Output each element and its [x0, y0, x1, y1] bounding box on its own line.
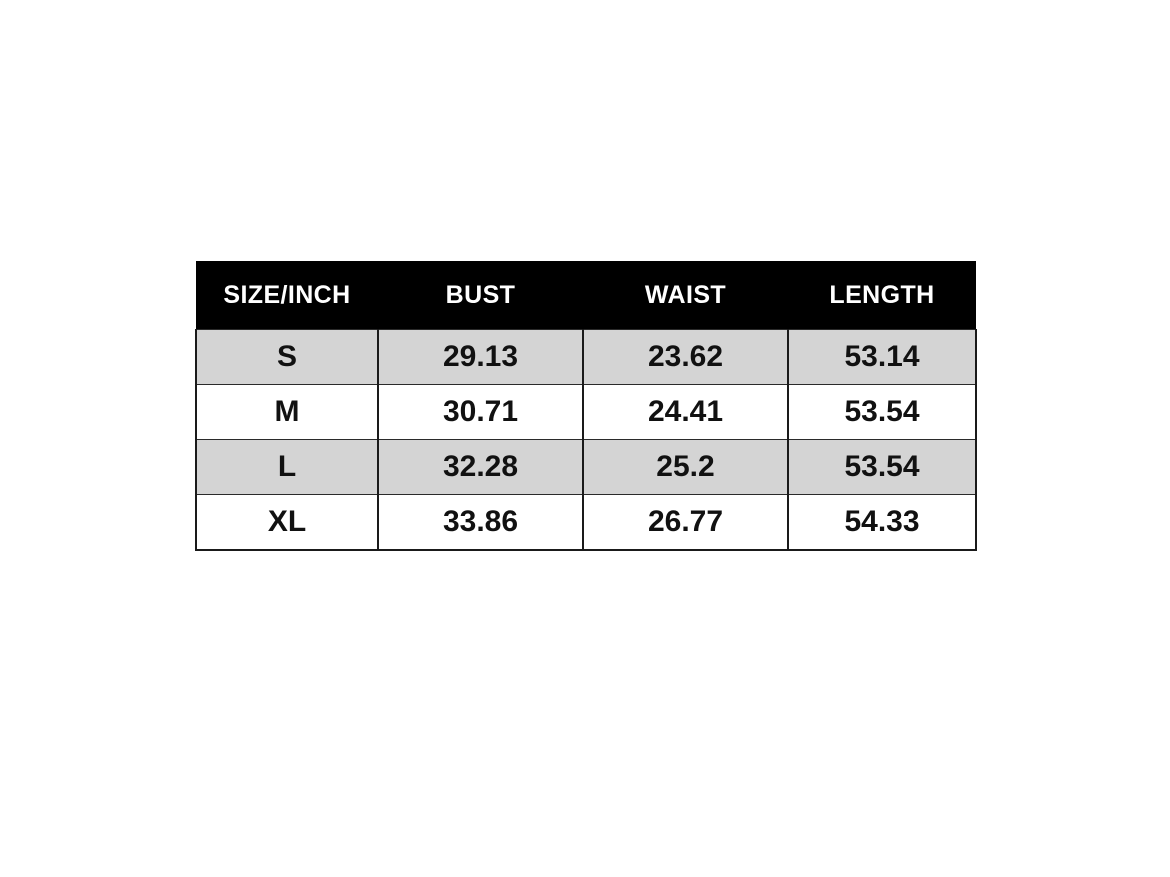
column-header-waist: WAIST — [583, 261, 788, 330]
cell-waist: 24.41 — [583, 385, 788, 440]
cell-length: 53.14 — [788, 330, 976, 385]
cell-bust: 29.13 — [378, 330, 583, 385]
table-row — [196, 330, 976, 385]
cell-bust: 30.71 — [378, 385, 583, 440]
column-header-length: LENGTH — [788, 261, 976, 330]
table-row — [196, 440, 976, 495]
table-header — [196, 261, 976, 330]
cell-size: S — [196, 330, 378, 385]
table-header-row — [196, 261, 976, 330]
cell-waist: 23.62 — [583, 330, 788, 385]
size-chart-table — [195, 261, 977, 551]
cell-waist: 25.2 — [583, 440, 788, 495]
column-header-size: SIZE/INCH — [196, 261, 378, 330]
cell-waist: 26.77 — [583, 495, 788, 551]
table-row — [196, 385, 976, 440]
table-body — [196, 330, 976, 551]
cell-size: XL — [196, 495, 378, 551]
table-row — [196, 495, 976, 551]
cell-bust: 32.28 — [378, 440, 583, 495]
cell-length: 53.54 — [788, 385, 976, 440]
column-header-bust: BUST — [378, 261, 583, 330]
cell-bust: 33.86 — [378, 495, 583, 551]
cell-size: L — [196, 440, 378, 495]
cell-length: 53.54 — [788, 440, 976, 495]
cell-size: M — [196, 385, 378, 440]
cell-length: 54.33 — [788, 495, 976, 551]
